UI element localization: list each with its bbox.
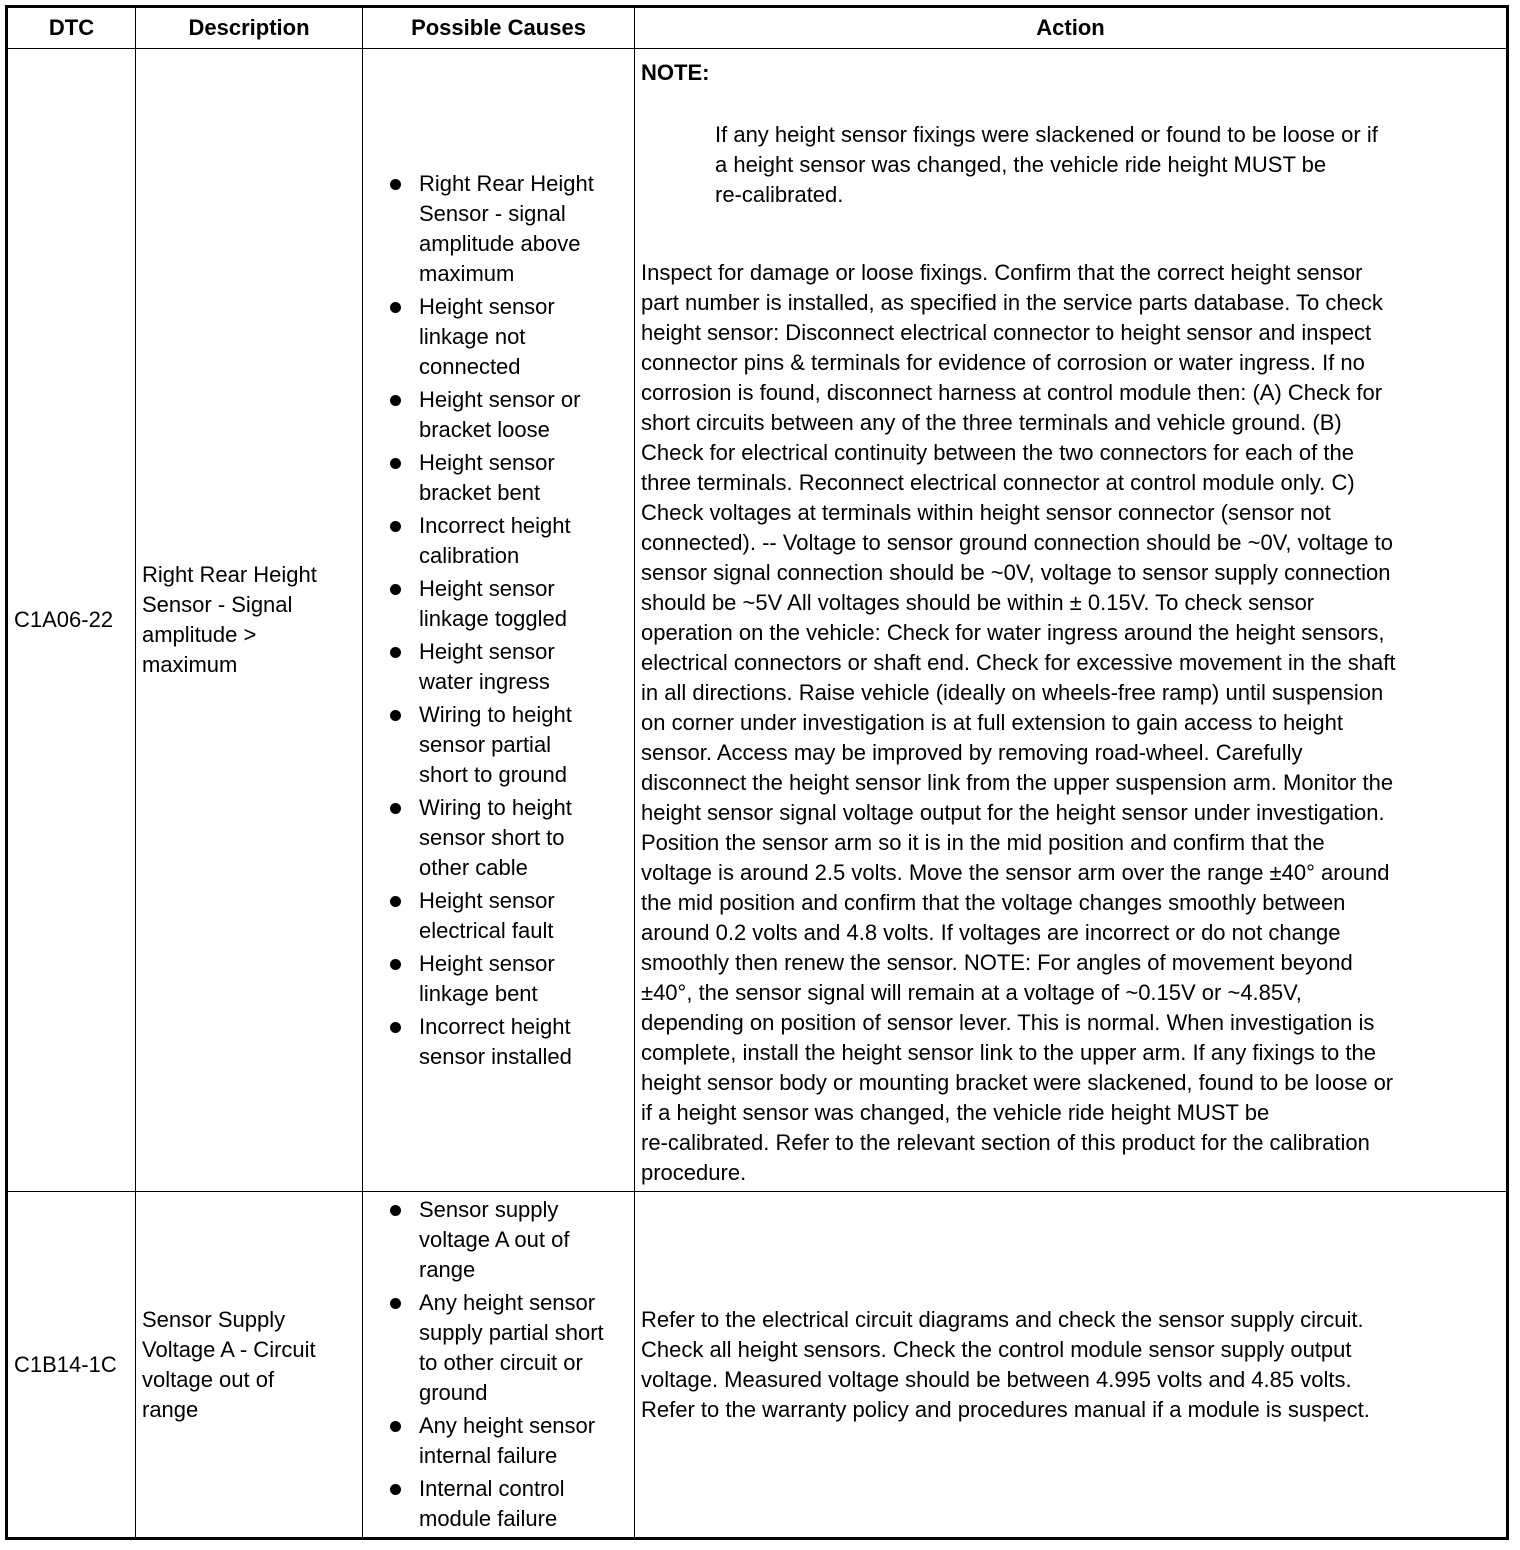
bullet-icon (390, 1484, 401, 1495)
action-cell (635, 1192, 1508, 1539)
action-line: complete, install the height sensor link to the upper arm. If any fixings to the (641, 1040, 1376, 1065)
bullet-icon (390, 395, 401, 406)
cause-line: Right Rear Height (419, 170, 594, 196)
cause-line: water ingress (419, 668, 550, 694)
table-row (7, 1192, 1508, 1539)
action-line: Check for electrical continuity between the two connectors for each of the (641, 440, 1354, 465)
bullet-icon (390, 959, 401, 970)
cause-item (363, 886, 634, 946)
action-line: Refer to the electrical circuit diagrams and check the sensor supply circuit. (641, 1306, 1364, 1332)
cause-line: to other circuit or (419, 1350, 583, 1375)
action-line: height sensor: Disconnect electrical connector to height sensor and inspect (641, 320, 1372, 345)
cause-line: maximum (419, 260, 515, 286)
cause-line: bracket loose (419, 416, 550, 442)
action-line: connected). -- Voltage to sensor ground connection should be ~0V, voltage to (641, 530, 1393, 555)
action-line: electrical connectors or shaft end. Check for excessive movement in the shaft (641, 650, 1396, 675)
action-line: Refer to the warranty policy and procedures manual if a module is suspect. (641, 1396, 1370, 1422)
bullet-icon (390, 302, 401, 313)
description-cell (136, 49, 363, 1192)
cause-item (363, 448, 634, 508)
cause-line: Sensor supply (419, 1197, 559, 1222)
action-line: smoothly then renew the sensor. NOTE: For angles of movement beyond (641, 950, 1353, 975)
header-description: Description (136, 7, 363, 49)
action-line: height sensor body or mounting bracket were slackened, found to be loose or (641, 1070, 1394, 1095)
cause-line: module failure (419, 1506, 558, 1531)
cause-item (363, 169, 634, 289)
cause-line: sensor installed (419, 1043, 572, 1069)
cause-line: Height sensor (419, 638, 555, 664)
causes-list (363, 169, 634, 1072)
description-line: Right Rear Height (142, 562, 317, 587)
bullet-icon (390, 1022, 401, 1033)
action-line: on corner under investigation is at full extension to gain access to height (641, 710, 1343, 735)
action-line: sensor. Access may be improved by removing road-wheel. Carefully (641, 740, 1303, 765)
action-line: disconnect the height sensor link from the upper suspension arm. Monitor the (641, 770, 1394, 795)
header-action: Action (635, 7, 1508, 49)
bullet-icon (390, 803, 401, 814)
cause-item (363, 1411, 634, 1471)
cause-item (363, 1012, 634, 1072)
action-line: if a height sensor was changed, the vehicle ride height MUST be (641, 1100, 1270, 1125)
cause-line: voltage A out of (419, 1227, 570, 1252)
action-line: voltage is around 2.5 volts. Move the sensor arm over the range ±40° around (641, 860, 1390, 885)
dtc-code: C1B14-1C (14, 1351, 117, 1377)
cause-line: linkage not (419, 323, 526, 349)
dtc-table (5, 5, 1509, 1540)
cause-line: linkage toggled (419, 605, 568, 631)
cause-item (363, 637, 634, 697)
cause-line: linkage bent (419, 980, 538, 1006)
cause-line: Incorrect height (419, 512, 571, 538)
cause-line: Height sensor (419, 449, 555, 475)
description-line: Voltage A - Circuit (142, 1336, 316, 1362)
cause-line: Wiring to height (419, 794, 572, 820)
note-line: If any height sensor fixings were slackened or found to be loose or if (715, 122, 1378, 147)
cause-line: Height sensor (419, 575, 555, 601)
possible-causes-cell (363, 49, 635, 1192)
cause-line: Height sensor (419, 950, 555, 976)
cause-line: ground (419, 1380, 488, 1405)
causes-list (363, 1195, 634, 1534)
action-line: connector pins & terminals for evidence of corrosion or water ingress. If no (641, 350, 1365, 375)
action-line: procedure. (641, 1160, 747, 1185)
action-line: operation on the vehicle: Check for water ingress around the height sensors, (641, 620, 1385, 645)
action-line: height sensor signal voltage output for the height sensor under investigation. (641, 800, 1385, 825)
cause-line: Any height sensor (419, 1290, 596, 1315)
cause-item (363, 1195, 634, 1285)
action-text (641, 258, 1506, 1188)
cause-line: Incorrect height (419, 1013, 571, 1039)
header-possible-causes: Possible Causes (363, 7, 635, 49)
bullet-icon (390, 179, 401, 190)
description-line: maximum (142, 652, 238, 677)
cause-line: electrical fault (419, 917, 554, 943)
cause-line: calibration (419, 542, 520, 568)
note-body (641, 120, 1506, 210)
cause-line: amplitude above (419, 230, 581, 256)
cause-line: Height sensor or (419, 386, 581, 412)
cause-line: Height sensor (419, 887, 555, 913)
bullet-icon (390, 647, 401, 658)
bullet-icon (390, 1421, 401, 1432)
bullet-icon (390, 1298, 401, 1309)
action-line: Inspect for damage or loose fixings. Confirm that the correct height sensor (641, 260, 1363, 285)
cause-line: connected (419, 353, 521, 379)
action-line: depending on position of sensor lever. This is normal. When investigation is (641, 1010, 1375, 1035)
cause-item (363, 1474, 634, 1534)
action-line: Check voltages at terminals within height sensor connector (sensor not (641, 500, 1331, 525)
bullet-icon (390, 710, 401, 721)
action-line: re-calibrated. Refer to the relevant section of this product for the calibration (641, 1130, 1370, 1155)
action-line: three terminals. Reconnect electrical connector at control module only. C) (641, 470, 1355, 495)
cause-item (363, 511, 634, 571)
cause-item (363, 385, 634, 445)
note-line: a height sensor was changed, the vehicle ride height MUST be (715, 152, 1327, 177)
action-line: voltage. Measured voltage should be between 4.995 volts and 4.85 volts. (641, 1366, 1352, 1392)
action-line: Position the sensor arm so it is in the mid position and confirm that the (641, 830, 1325, 855)
action-line: in all directions. Raise vehicle (ideally on wheels-free ramp) until suspension (641, 680, 1384, 705)
action-line: ±40°, the sensor signal will remain at a voltage of ~0.15V or ~4.85V, (641, 980, 1302, 1005)
action-line: sensor signal connection should be ~0V, voltage to sensor supply connection (641, 560, 1391, 585)
cause-item (363, 292, 634, 382)
cause-item (363, 700, 634, 790)
description-cell (136, 1192, 363, 1539)
cause-line: internal failure (419, 1443, 558, 1468)
bullet-icon (390, 521, 401, 532)
cause-line: Height sensor (419, 293, 555, 319)
description-line: voltage out of (142, 1366, 275, 1392)
header-row (7, 7, 1508, 49)
dtc-code: C1A06-22 (14, 607, 114, 632)
cause-line: bracket bent (419, 479, 541, 505)
cause-line: Sensor - signal (419, 200, 566, 226)
bullet-icon (390, 1205, 401, 1216)
cause-line: Wiring to height (419, 701, 572, 727)
cause-item (363, 793, 634, 883)
header-dtc: DTC (7, 7, 136, 49)
dtc-cell (7, 49, 136, 1192)
note-heading: NOTE: (641, 60, 710, 85)
action-line: the mid position and confirm that the voltage changes smoothly between (641, 890, 1346, 915)
cause-line: other cable (419, 854, 528, 880)
action-line: should be ~5V All voltages should be within ± 0.15V. To check sensor (641, 590, 1315, 615)
cause-line: short to ground (419, 761, 567, 787)
cause-item (363, 574, 634, 634)
cause-line: range (419, 1257, 476, 1282)
dtc-cell (7, 1192, 136, 1539)
cause-line: sensor partial (419, 731, 552, 757)
bullet-icon (390, 458, 401, 469)
description-line: Sensor Supply (142, 1306, 286, 1332)
action-cell (635, 49, 1508, 1192)
action-line: corrosion is found, disconnect harness at control module then: (A) Check for (641, 380, 1383, 405)
cause-line: Internal control (419, 1476, 565, 1501)
description-line: range (142, 1396, 199, 1422)
action-line: short circuits between any of the three terminals and vehicle ground. (B) (641, 410, 1342, 435)
action-line: around 0.2 volts and 4.8 volts. If voltages are incorrect or do not change (641, 920, 1341, 945)
cause-line: supply partial short (419, 1320, 604, 1345)
possible-causes-cell (363, 1192, 635, 1539)
bullet-icon (390, 896, 401, 907)
action-line: part number is installed, as specified in the service parts database. To check (641, 290, 1383, 315)
bullet-icon (390, 584, 401, 595)
table-row (7, 49, 1508, 1192)
description-line: amplitude > (142, 622, 257, 647)
cause-item (363, 1288, 634, 1408)
cause-item (363, 949, 634, 1009)
action-text (641, 1305, 1506, 1425)
cause-line: Any height sensor (419, 1413, 596, 1438)
description-line: Sensor - Signal (142, 592, 293, 617)
note-line: re-calibrated. (715, 182, 844, 207)
action-line: Check all height sensors. Check the control module sensor supply output (641, 1336, 1352, 1362)
cause-line: sensor short to (419, 824, 565, 850)
